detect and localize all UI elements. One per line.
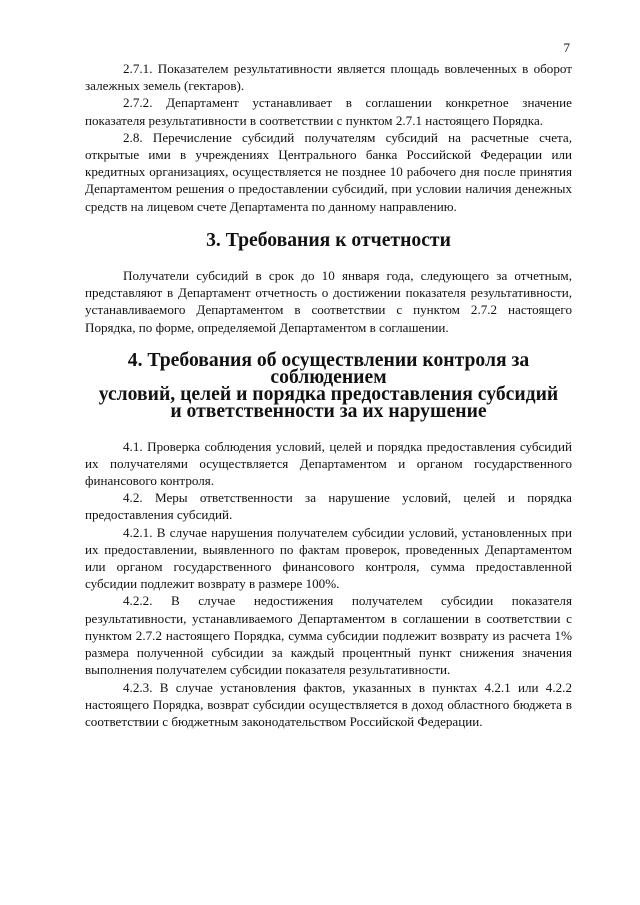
paragraph-2-7-2: 2.7.2. Департамент устанавливает в соглашении конкретное значение показателя результативности в соответствии с пунктом 2.7.1 настоящего Порядка.: [85, 95, 572, 128]
paragraph-4-2-1: 4.2.1. В случае нарушения получателем субсидии условий, установленных при их предоставлении, выявленного по фактам проверок, проведенных Департаментом или органом государственного финансового контроля, сумма предоставленной субсидии подлежит возврату в размере 100%.: [85, 524, 572, 592]
paragraph-3-reporting: Получатели субсидий в срок до 10 января года, следующего за отчетным, представляют в Департамент отчетность о достижении показателя результативности, устанавливаемого Департаментом в соответствии с пунктом 2.7.2 настоящего Порядка, по форме, определяемой Департаментом в соглашении.: [85, 268, 572, 335]
paragraph-4-2-2: 4.2.2. В случае недостижения получателем субсидии показателя результативности, устанавливаемого Департаментом в соглашении в соответствии с пунктом 2.7.2 настоящего Порядка, сумма субсидии подлежит возврату из расчета 1% размера полученной субсидии за каждый процентный пункт снижения значения выполнения получателем субсидии показателя результативности.: [85, 593, 572, 678]
paragraph-2-7-1: 2.7.1. Показателем результативности является площадь вовлеченных в оборот залежных земель (гектаров).: [85, 61, 572, 94]
section-4-heading: [85, 348, 572, 423]
section-3-heading: 3. Требования к отчетности: [206, 228, 451, 251]
section-4-heading-line-2: условий, целей и порядка предоставления субсидий: [98, 383, 559, 406]
section-4-heading-line-3: и ответственности за их нарушение: [170, 400, 487, 423]
document-body: [85, 60, 572, 730]
page-number: 7: [563, 40, 570, 55]
paragraph-4-1: 4.1. Проверка соблюдения условий, целей и порядка предоставления субсидий их получателями осуществляется Департаментом и органом государственного финансового контроля.: [85, 438, 572, 489]
paragraph-4-2: 4.2. Меры ответственности за нарушение условий, целей и порядка предоставления субсидий.: [85, 490, 572, 523]
paragraph-2-8: 2.8. Перечисление субсидий получателям субсидий на расчетные счета, открытые ими в учреждениях Центрального банка Российской Федерации или кредитных организациях, осуществляется не позднее 10 рабочего дня после принятия Департаментом решения о предоставлении субсидий, при условии наличия денежных средств на лицевом счете Департамента по данному направлению.: [85, 129, 572, 214]
paragraph-4-2-3: 4.2.3. В случае установления фактов, указанных в пунктах 4.2.1 или 4.2.2 настоящего Порядка, возврат субсидии осуществляется в доход областного бюджета в соответствии с бюджетным законодательством Российской Федерации.: [85, 679, 572, 729]
section-4-heading-line-1: 4. Требования об осуществлении контроля за соблюдением: [127, 348, 530, 389]
